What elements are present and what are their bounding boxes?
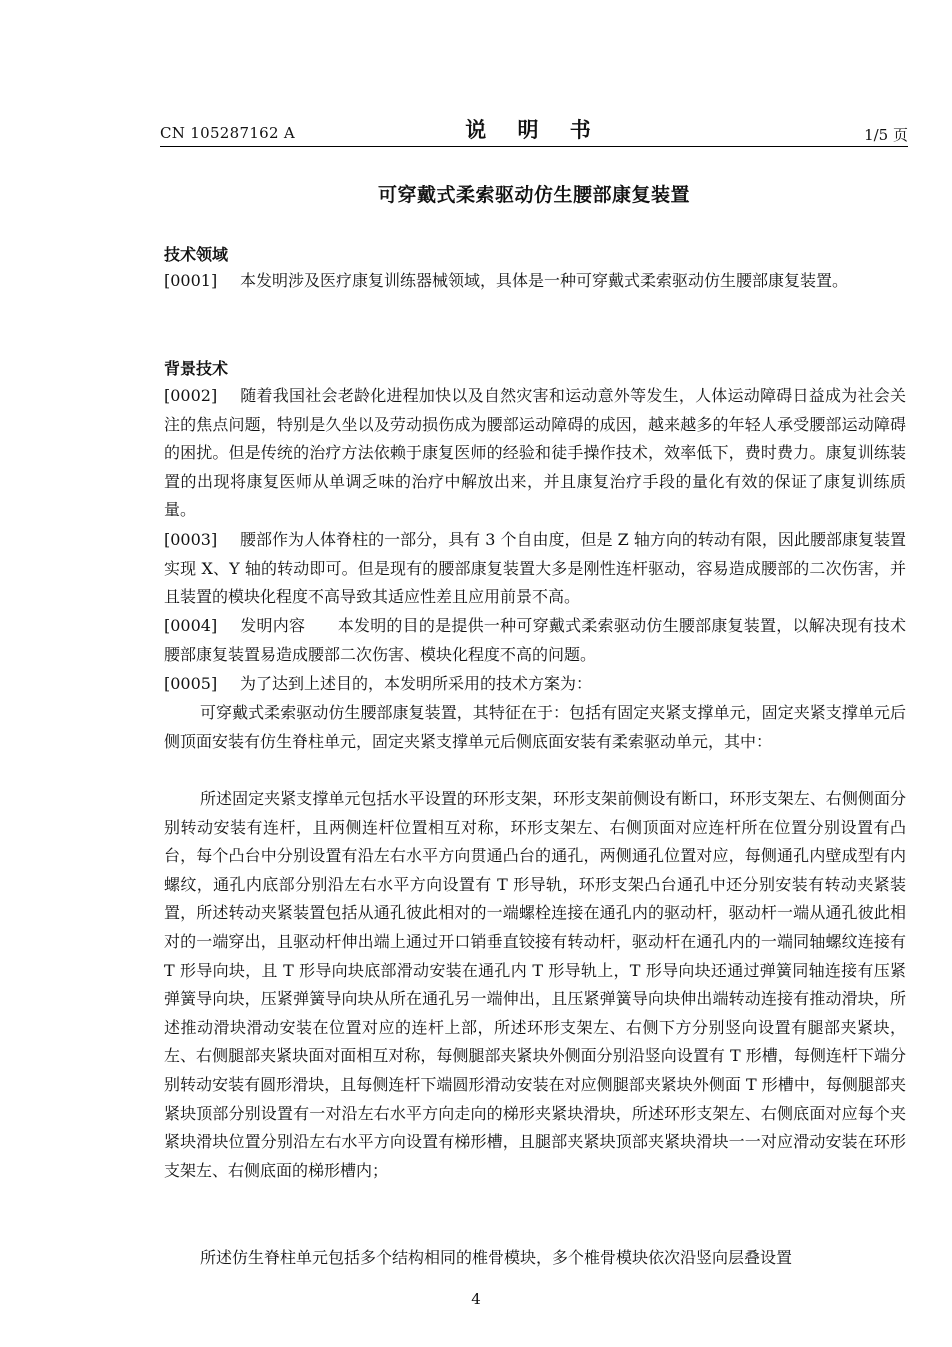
- document-title: 可穿戴式柔索驱动仿生腰部康复装置: [377, 184, 690, 206]
- paragraph-number: [0003]: [164, 530, 218, 549]
- section-heading-background: 背景技术: [164, 359, 229, 378]
- page-indicator: 1/5 页: [864, 126, 908, 144]
- section-heading-tech-field: 技术领域: [164, 245, 229, 264]
- page-number: 4: [471, 1290, 481, 1308]
- paragraph-0001: [164, 267, 906, 296]
- paragraph-text: 随着我国社会老龄化进程加快以及自然灾害和运动意外等发生，人体运动障碍日益成为社会关注的焦点问题，特别是久坐以及劳动损伤成为腰部运动障碍的成因，越来越多的年轻人承受腰部运动障碍的困扰。但是传统的治疗方法依赖于康复医师的经验和徒手操作技术，效率低下，费时费力。康复训练装置的出现将康复医师从单调乏味的治疗中解放出来，并且康复治疗手段的量化有效的保证了康复训练质量。: [164, 386, 906, 520]
- paragraph-text: 为了达到上述目的，本发明所采用的技术方案为：: [240, 674, 593, 693]
- page-header: [160, 114, 908, 146]
- paragraph-spine-unit: 所述仿生脊柱单元包括多个结构相同的椎骨模块，多个椎骨模块依次沿竖向层叠设置: [200, 1248, 793, 1267]
- doc-number: CN 105287162 A: [160, 124, 296, 142]
- paragraph-0002: [164, 382, 906, 525]
- paragraph-number: [0002]: [164, 386, 218, 405]
- paragraph-number: [0005]: [164, 674, 218, 693]
- paragraph-claim-intro: 可穿戴式柔索驱动仿生腰部康复装置，其特征在于：包括有固定夹紧支撑单元，固定夹紧支撑单元后侧顶面安装有仿生脊柱单元，固定夹紧支撑单元后侧底面安装有柔索驱动单元，其中：: [164, 703, 906, 751]
- paragraph-number: [0001]: [164, 271, 218, 290]
- header-divider: [160, 146, 908, 147]
- paragraph-0004: [164, 612, 906, 669]
- paragraph-clamp-unit: 所述固定夹紧支撑单元包括水平设置的环形支架，环形支架前侧设有断口，环形支架左、右侧侧面分别转动安装有连杆，且两侧连杆位置相互对称，环形支架左、右侧顶面对应连杆所在位置分别设置有凸台，每个凸台中分别设置有沿左右水平方向贯通凸台的通孔，两侧通孔位置对应，每侧通孔内壁成型有内螺纹，通孔内底部分别沿左右水平方向设置有 T 形导轨，环形支架凸台通孔中还分别安装有转动夹紧装置，所述转动夹紧装置包括从通孔彼此相对的一端螺栓连接在通孔内的驱动杆，驱动杆一端从通孔彼此相对的一端穿出，且驱动杆伸出端上通过开口销垂直铰接有转动杆，驱动杆在通孔内的一端同轴螺纹连接有 T 形导向块，且 T 形导向块底部滑动安装在通孔内 T 形导轨上，T 形导向块还通过弹簧同轴连接有压紧弹簧导向块，压紧弹簧导向块从所在通孔另一端伸出，且压紧弹簧导向块伸出端转动连接有推动滑块，所述推动滑块滑动安装在位置对应的连杆上部，所述环形支架左、右侧下方分别竖向设置有腿部夹紧块，左、右侧腿部夹紧块面对面相互对称，每侧腿部夹紧块外侧面分别沿竖向设置有 T 形槽，每侧连杆下端分别转动安装有圆形滑块，且每侧连杆下端圆形滑动安装在对应侧腿部夹紧块外侧面 T 形槽中，每侧腿部夹紧块顶部分别设置有一对沿左右水平方向走向的梯形夹紧块滑块，所述环形支架左、右侧底面对应每个夹紧块滑块位置分别沿左右水平方向设置有梯形槽，且腿部夹紧块顶部夹紧块滑块一一对应滑动安装在环形支架左、右侧底面的梯形槽内；: [164, 789, 906, 1180]
- doc-type: 说 明 书: [465, 117, 603, 142]
- paragraph-0003: [164, 526, 906, 612]
- paragraph-0005: [164, 670, 906, 699]
- paragraph-text: 本发明涉及医疗康复训练器械领域，具体是一种可穿戴式柔索驱动仿生腰部康复装置。: [240, 271, 849, 290]
- paragraph-text: 腰部作为人体脊柱的一部分，具有 3 个自由度，但是 Z 轴方向的转动有限，因此腰部康复装置实现 X、Y 轴的转动即可。但是现有的腰部康复装置大多是刚性连杆驱动，容易造成腰部的二次伤害，并且装置的模块化程度不高导致其适应性差且应用前景不高。: [164, 530, 906, 607]
- paragraph-text: 发明内容 本发明的目的是提供一种可穿戴式柔索驱动仿生腰部康复装置，以解决现有技术腰部康复装置易造成腰部二次伤害、模块化程度不高的问题。: [164, 616, 906, 664]
- paragraph-number: [0004]: [164, 616, 218, 635]
